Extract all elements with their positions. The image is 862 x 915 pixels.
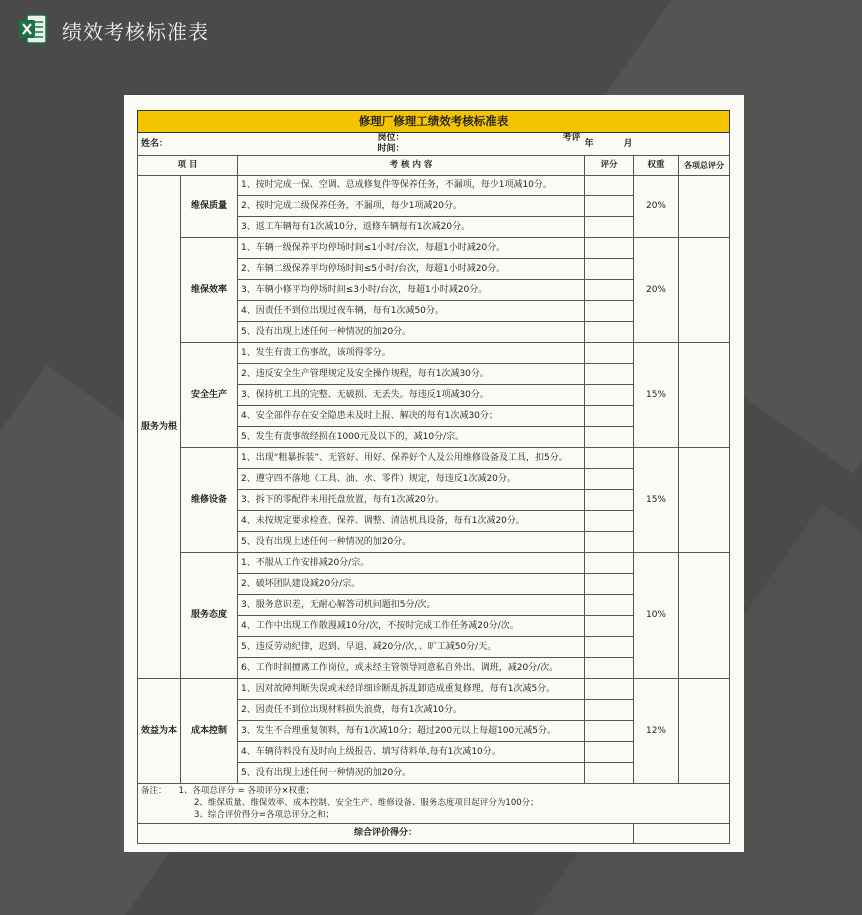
- score-cell[interactable]: [585, 469, 634, 490]
- criterion-cell: 4、工作中出现工作散漫减10分/次，不按时完成工作任务减20分/次。: [238, 616, 585, 637]
- criterion-cell: 5、违反劳动纪律，迟到、早退、减20分/次，、旷工减50分/天。: [238, 637, 585, 658]
- header-row: [138, 156, 730, 176]
- criterion-cell: 5、发生有责事故经损在1000元及以下的，减10分/宗。: [238, 427, 585, 448]
- score-cell[interactable]: [585, 742, 634, 763]
- total-score-cell[interactable]: [679, 553, 730, 679]
- weight-cell: 15%: [634, 448, 679, 553]
- criterion-cell: 5、没有出现上述任何一种情况的加20分。: [238, 322, 585, 343]
- item-row: [138, 448, 730, 469]
- total-score-cell[interactable]: [679, 176, 730, 238]
- weight-cell: 20%: [634, 238, 679, 343]
- score-cell[interactable]: [585, 763, 634, 784]
- criterion-cell: 2、按时完成二级保养任务，不漏项，每少1项减20分。: [238, 196, 585, 217]
- weight-cell: 15%: [634, 343, 679, 448]
- total-score-cell[interactable]: [679, 679, 730, 784]
- score-cell[interactable]: [585, 679, 634, 700]
- subcategory-cell: 服务态度: [181, 553, 238, 679]
- score-cell[interactable]: [585, 343, 634, 364]
- criterion-cell: 2、车辆二级保养平均停场时间≤5小时/台次，每超1小时减20分。: [238, 259, 585, 280]
- time-label: 考评时间：: [377, 133, 581, 154]
- total-value-cell[interactable]: [634, 824, 730, 844]
- note-line: 2、维保质量、维保效率、成本控制、安全生产、维修设备、服务态度项目起评分为100分；: [194, 798, 539, 808]
- criterion-cell: 4、车辆待料没有及时向上级报告、填写待料单,每有1次减10分。: [238, 742, 585, 763]
- position-label: 岗位：: [377, 133, 405, 143]
- score-cell[interactable]: [585, 595, 634, 616]
- score-cell[interactable]: [585, 448, 634, 469]
- score-cell[interactable]: [585, 637, 634, 658]
- total-score-cell[interactable]: [679, 448, 730, 553]
- window-header: [0, 0, 862, 58]
- score-cell[interactable]: [585, 406, 634, 427]
- weight-cell: 20%: [634, 176, 679, 238]
- criterion-cell: 4、安全部件存在安全隐患未及时上报、解决的每有1次减30分；: [238, 406, 585, 427]
- year-label: 年: [584, 138, 594, 149]
- table-title: 修理厂修理工绩效考核标准表: [138, 111, 730, 133]
- criterion-cell: 1、因对故障判断失误或未经详细诊断乱拆乱卸造成重复修理，每有1次减5分。: [238, 679, 585, 700]
- notes-row: [138, 784, 730, 824]
- score-cell[interactable]: [585, 532, 634, 553]
- criterion-cell: 3、服务意识差，无耐心解答司机问题扣5分/次。: [238, 595, 585, 616]
- excel-icon: [18, 13, 48, 45]
- weight-cell: 12%: [634, 679, 679, 784]
- score-cell[interactable]: [585, 658, 634, 679]
- score-cell[interactable]: [585, 616, 634, 637]
- criterion-cell: 2、遵守四不落地（工具、油、水、零件）规定，每违反1次减20分。: [238, 469, 585, 490]
- subcategory-cell: 维修设备: [181, 448, 238, 553]
- header-content: 考 核 内 容: [238, 156, 585, 176]
- criterion-cell: 1、车辆一级保养平均停场时间≤1小时/台次，每超1小时减20分。: [238, 238, 585, 259]
- item-row: [138, 343, 730, 364]
- criterion-cell: 3、车辆小修平均停场时间≤3小时/台次，每超1小时减20分。: [238, 280, 585, 301]
- subcategory-cell: 维保质量: [181, 176, 238, 238]
- subcategory-cell: 成本控制: [181, 679, 238, 784]
- criterion-cell: 1、不服从工作安排减20分/宗。: [238, 553, 585, 574]
- score-cell[interactable]: [585, 700, 634, 721]
- item-row: [138, 679, 730, 700]
- score-cell[interactable]: [585, 176, 634, 196]
- total-score-cell[interactable]: [679, 238, 730, 343]
- category-cell: 效益为本: [138, 679, 181, 784]
- criterion-cell: 3、发生不合理重复领料，每有1次减10分；超过200元以上每超100元减5分。: [238, 721, 585, 742]
- weight-cell: 10%: [634, 553, 679, 679]
- score-cell[interactable]: [585, 574, 634, 595]
- header-weight: 权重: [634, 156, 679, 176]
- criterion-cell: 2、因责任不到位出现材料损失浪费，每有1次减10分。: [238, 700, 585, 721]
- document-page: [124, 95, 744, 852]
- score-cell[interactable]: [585, 322, 634, 343]
- page-title: 绩效考核标准表: [62, 20, 209, 44]
- table-title-row: [138, 111, 730, 133]
- notes-label: 备注：: [141, 786, 167, 796]
- score-cell[interactable]: [585, 721, 634, 742]
- info-row: [138, 133, 730, 156]
- criterion-cell: 2、违反安全生产管理规定及安全操作规程，每有1次减30分。: [238, 364, 585, 385]
- subcategory-cell: 维保效率: [181, 238, 238, 343]
- criterion-cell: 2、破坏团队建设减20分/宗。: [238, 574, 585, 595]
- criterion-cell: 1、发生有责工伤事故，该项得零分。: [238, 343, 585, 364]
- name-label: 姓名：: [138, 133, 238, 156]
- criterion-cell: 5、没有出现上述任何一种情况的加20分。: [238, 532, 585, 553]
- assessment-table: [137, 110, 730, 844]
- score-cell[interactable]: [585, 301, 634, 322]
- criterion-cell: 4、因责任不到位出现过夜车辆，每有1次减50分。: [238, 301, 585, 322]
- criterion-cell: 3、返工车辆每有1次减10分，返修车辆每有1次减20分。: [238, 217, 585, 238]
- total-label: 综合评价得分：: [138, 824, 634, 844]
- criterion-cell: 3、保持机工具的完整、无破损、无丢失。每违反1项减30分。: [238, 385, 585, 406]
- total-score-cell[interactable]: [679, 343, 730, 448]
- criterion-cell: 1、出现“粗暴拆装”、无管好、用好、保养好个人及公用维修设备及工具，扣5分。: [238, 448, 585, 469]
- month-label: 月: [623, 138, 633, 149]
- item-row: [138, 553, 730, 574]
- header-score: 评分: [585, 156, 634, 176]
- score-cell[interactable]: [585, 511, 634, 532]
- note-line: 3、综合评价得分=各项总评分之和；: [194, 810, 335, 820]
- score-cell[interactable]: [585, 280, 634, 301]
- criterion-cell: 3、拆下的零配件未用托盘放置，每有1次减20分。: [238, 490, 585, 511]
- category-cell: 服务为根: [138, 176, 181, 679]
- item-row: [138, 238, 730, 259]
- score-cell[interactable]: [585, 217, 634, 238]
- criterion-cell: 1、按时完成一保、空调、总成修复件等保养任务，不漏项，每少1项减10分。: [238, 176, 585, 196]
- subcategory-cell: 安全生产: [181, 343, 238, 448]
- score-cell[interactable]: [585, 259, 634, 280]
- score-cell[interactable]: [585, 238, 634, 259]
- total-row: [138, 824, 730, 844]
- header-total: 各项总评分: [679, 156, 730, 176]
- criterion-cell: 4、未按规定要求检查、保养、调整、清洁机具设备，每有1次减20分。: [238, 511, 585, 532]
- note-line: 1、各项总评分 = 各项评分×权重；: [178, 786, 315, 796]
- score-cell[interactable]: [585, 427, 634, 448]
- score-cell[interactable]: [585, 490, 634, 511]
- item-row: [138, 176, 730, 196]
- header-item: 项 目: [138, 156, 238, 176]
- criterion-cell: 5、没有出现上述任何一种情况的加20分。: [238, 763, 585, 784]
- score-cell[interactable]: [585, 385, 634, 406]
- criterion-cell: 6、工作时间擅离工作岗位，或未经主管领导同意私自外出、调班，减20分/次。: [238, 658, 585, 679]
- score-cell[interactable]: [585, 553, 634, 574]
- score-cell[interactable]: [585, 364, 634, 385]
- score-cell[interactable]: [585, 196, 634, 217]
